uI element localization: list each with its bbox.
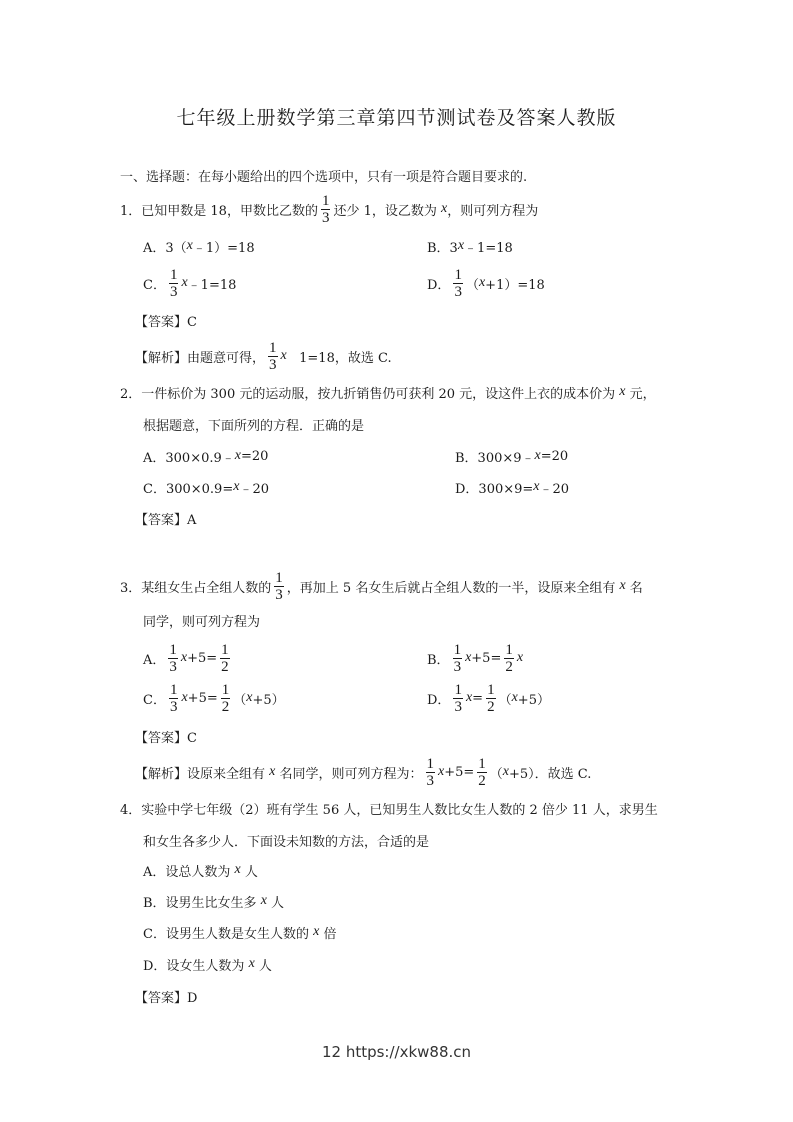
fraction-denominator: 3: [169, 283, 178, 300]
text-segment: （: [489, 766, 503, 782]
text-segment: +5）: [252, 692, 285, 708]
text-segment: 2．一件标价为 300 元的运动服，按九折销售仍可获利 20 元，设这件上衣的成本价为: [120, 386, 620, 402]
variable: x: [465, 650, 472, 665]
variable: x: [533, 479, 540, 494]
text-segment: 元，: [625, 386, 656, 402]
text-segment: 名同学，则可列方程为：: [275, 766, 423, 782]
variable: x: [234, 862, 241, 877]
fraction-numerator: 1: [169, 681, 178, 698]
text-line: [427, 678, 550, 718]
text-segment: （: [498, 692, 512, 708]
variable: x: [181, 690, 188, 705]
text-segment: 【解析】由题意可得，: [135, 350, 266, 366]
fraction-denominator: 3: [169, 698, 178, 715]
text-segment: 4．实验中学七年级（2）班有学生 56 人，已知男生人数比女生人数的 2 倍少 11 人，求男生: [120, 802, 658, 818]
fraction: [453, 267, 463, 300]
document-title: 七年级上册数学第三章第四节测试卷及答案人教版: [176, 107, 617, 129]
text-line: [143, 638, 233, 678]
fraction: [169, 267, 179, 300]
fraction: [268, 340, 278, 373]
fraction-denominator: 3: [321, 209, 330, 226]
text-segment: 人: [240, 864, 258, 880]
text-segment: +5=: [471, 650, 502, 666]
fraction-numerator: 1: [169, 266, 178, 283]
fraction-numerator: 1: [169, 641, 177, 658]
text-segment: 1．已知甲数是 18，甲数比乙数的: [120, 203, 318, 219]
text-line: [135, 976, 197, 1016]
fraction: [504, 642, 514, 675]
fraction: [426, 756, 436, 789]
text-segment: ﹣20: [539, 481, 570, 497]
text-segment: C．300×0.9=: [143, 481, 234, 497]
text-segment: B．: [427, 652, 450, 668]
variable: x: [269, 764, 276, 779]
fraction-numerator: 1: [275, 569, 283, 586]
text-line: [135, 336, 392, 376]
fraction-denominator: 2: [487, 698, 495, 715]
text-segment: +1）=18: [485, 277, 545, 293]
text-segment: =20: [241, 448, 269, 464]
fraction-numerator: 1: [221, 641, 229, 658]
variable: x: [441, 201, 448, 216]
text-segment: C．: [143, 692, 166, 708]
text-segment: 人: [266, 895, 285, 911]
variable: x: [511, 690, 518, 705]
variable: x: [186, 238, 193, 253]
variable: x: [180, 650, 188, 665]
text-segment: ，再加上 5 名女生后就占全组人数的一半，设原来全组有: [286, 580, 620, 596]
variable: x: [438, 764, 445, 779]
text-segment: 人: [254, 958, 272, 974]
text-segment: B．设男生比女生多: [143, 895, 261, 911]
text-line: [135, 498, 196, 538]
fraction-denominator: 3: [454, 283, 462, 300]
text-segment: 1=18，故选 C.: [286, 350, 392, 366]
text-segment: D．: [427, 692, 451, 708]
fraction-numerator: 1: [269, 339, 277, 356]
variable: x: [457, 238, 465, 253]
text-line: [143, 263, 236, 303]
fraction-denominator: 3: [269, 356, 277, 373]
fraction-denominator: 3: [426, 772, 434, 789]
variable: x: [619, 384, 626, 399]
fraction: [321, 193, 331, 226]
variable: x: [246, 690, 253, 705]
text-segment: 【答案】D: [135, 990, 198, 1006]
variable: x: [248, 956, 255, 971]
fraction-denominator: 3: [454, 698, 462, 715]
variable: x: [516, 650, 524, 665]
variable: x: [534, 448, 541, 463]
text-segment: D．设女生人数为: [143, 958, 249, 974]
fraction: [169, 682, 179, 715]
text-line: [427, 638, 523, 678]
text-segment: A．3（: [143, 240, 187, 256]
text-segment: D．: [427, 277, 451, 293]
fraction-denominator: 3: [275, 586, 283, 603]
text-segment: 名: [625, 580, 643, 596]
fraction-denominator: 3: [453, 658, 462, 675]
text-segment: 根据题意，下面所列的方程．正确的是: [143, 418, 365, 434]
text-segment: （: [233, 692, 247, 708]
text-segment: 3．某组女生占全组人数的: [120, 580, 272, 596]
fraction: [453, 642, 463, 675]
text-segment: A．设总人数为: [143, 864, 235, 880]
fraction: [486, 682, 496, 715]
variable: x: [465, 690, 473, 705]
text-segment: 还少 1，设乙数为: [333, 203, 441, 219]
fraction-denominator: 2: [478, 772, 486, 789]
text-segment: ﹣1=18: [464, 240, 513, 256]
fraction-numerator: 1: [478, 755, 486, 772]
text-line: [135, 716, 197, 756]
text-segment: 【解析】设原来全组有: [135, 766, 270, 782]
fraction-denominator: 2: [505, 658, 513, 675]
variable: x: [619, 578, 626, 593]
fraction-numerator: 1: [426, 755, 434, 772]
fraction: [453, 682, 463, 715]
fraction-denominator: 3: [169, 658, 177, 675]
fraction-numerator: 1: [453, 641, 462, 658]
text-segment: 【答案】C: [135, 314, 197, 330]
text-segment: A．300×0.9﹣: [143, 450, 235, 466]
fraction: [220, 642, 230, 675]
text-line: [455, 467, 569, 507]
text-segment: B．300×9﹣: [455, 450, 535, 466]
text-segment: +5）．故选 C.: [509, 766, 592, 782]
text-segment: （: [465, 277, 479, 293]
text-segment: 同学，则可列方程为: [143, 614, 261, 630]
text-segment: 【答案】A: [135, 512, 197, 528]
variable: x: [181, 275, 188, 290]
fraction: [274, 570, 284, 603]
text-segment: C．: [143, 277, 166, 293]
text-segment: B．3: [427, 240, 458, 256]
text-segment: =20: [540, 448, 569, 464]
fraction-denominator: 2: [221, 658, 229, 675]
text-segment: ﹣1）=18: [192, 240, 255, 256]
text-line: [135, 300, 197, 340]
text-segment: 【答案】C: [135, 730, 197, 746]
text-line: [143, 226, 255, 266]
text-segment: +5=: [187, 690, 218, 706]
text-segment: ﹣20: [239, 481, 269, 497]
variable: x: [260, 893, 267, 908]
text-segment: +5=: [187, 650, 218, 666]
variable: x: [502, 764, 510, 779]
text-line: [143, 678, 285, 718]
variable: x: [478, 275, 486, 290]
fraction-numerator: 1: [221, 681, 230, 698]
fraction-numerator: 1: [487, 681, 495, 698]
text-line: [135, 752, 591, 792]
text-segment: D．300×9=: [455, 481, 534, 497]
text-line: [143, 600, 260, 640]
text-segment: ﹣1=18: [187, 277, 237, 293]
text-line: [427, 263, 545, 303]
page-footer: 12 https://xkw88.cn: [321, 1043, 472, 1061]
fraction-numerator: 1: [454, 266, 462, 283]
text-line: [427, 226, 513, 266]
variable: x: [313, 924, 320, 939]
variable: x: [234, 448, 241, 463]
text-segment: ，则可列方程为: [447, 203, 539, 219]
text-line: [120, 189, 538, 229]
fraction: [221, 682, 231, 715]
text-segment: 和女生各多少人．下面设未知数的方法，合适的是: [143, 834, 430, 850]
text-segment: +5）: [517, 692, 550, 708]
fraction: [168, 642, 178, 675]
text-segment: 倍: [319, 926, 337, 942]
fraction-denominator: 2: [221, 698, 230, 715]
text-segment: +5=: [444, 764, 475, 780]
variable: x: [280, 348, 287, 363]
text-segment: 一、选择题：在每小题给出的四个选项中，只有一项是符合题目要求的.: [120, 169, 528, 185]
text-segment: A．: [143, 652, 166, 668]
fraction-numerator: 1: [454, 681, 462, 698]
text-segment: =: [472, 690, 484, 706]
text-segment: C．设男生人数是女生人数的: [143, 926, 314, 942]
fraction-numerator: 1: [505, 641, 513, 658]
variable: x: [233, 479, 240, 494]
fraction: [477, 756, 487, 789]
fraction-numerator: 1: [321, 192, 330, 209]
